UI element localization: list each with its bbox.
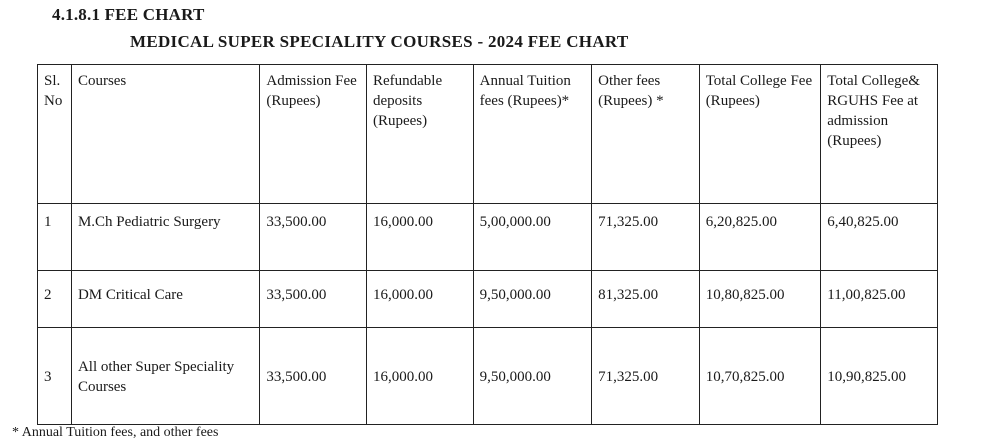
- header-row: [38, 65, 938, 204]
- cell-tuition: 9,50,000.00: [473, 271, 592, 328]
- cell-tuition: 5,00,000.00: [473, 204, 592, 271]
- section-heading: 4.1.8.1 FEE CHART: [52, 5, 205, 24]
- cell-total-rguhs: 11,00,825.00: [821, 271, 938, 328]
- table-row: [38, 271, 938, 328]
- chart-title: MEDICAL SUPER SPECIALITY COURSES - 2024 FEE CHART: [130, 32, 629, 51]
- table-row: [38, 204, 938, 271]
- cell-tuition: 9,50,000.00: [473, 328, 592, 425]
- cell-total-college: 6,20,825.00: [699, 204, 821, 271]
- header-sl-no: Sl. No: [38, 65, 72, 204]
- cell-admission: 33,500.00: [260, 328, 367, 425]
- table-row: [38, 328, 938, 425]
- cell-sl: 3: [38, 328, 72, 425]
- footnote: * Annual Tuition fees, and other fees: [12, 425, 219, 440]
- cell-total-rguhs: 10,90,825.00: [821, 328, 938, 425]
- fee-table: [37, 64, 938, 425]
- cell-course: All other Super Speciality Courses: [71, 328, 259, 425]
- cell-other: 71,325.00: [592, 204, 700, 271]
- cell-other: 71,325.00: [592, 328, 700, 425]
- cell-sl: 1: [38, 204, 72, 271]
- header-admission-fee: Admission Fee (Rupees): [260, 65, 367, 204]
- cell-total-college: 10,70,825.00: [699, 328, 821, 425]
- header-other-fees: Other fees (Rupees) *: [592, 65, 700, 204]
- header-total-college-fee: Total College Fee (Rupees): [699, 65, 821, 204]
- cell-total-rguhs: 6,40,825.00: [821, 204, 938, 271]
- cell-other: 81,325.00: [592, 271, 700, 328]
- table-body: [38, 204, 938, 425]
- header-courses: Courses: [71, 65, 259, 204]
- header-annual-tuition: Annual Tuition fees (Rupees)*: [473, 65, 592, 204]
- cell-refundable: 16,000.00: [366, 328, 473, 425]
- cell-refundable: 16,000.00: [366, 271, 473, 328]
- cell-total-college: 10,80,825.00: [699, 271, 821, 328]
- table-header: [38, 65, 938, 204]
- cell-course: M.Ch Pediatric Surgery: [71, 204, 259, 271]
- cell-admission: 33,500.00: [260, 204, 367, 271]
- cell-admission: 33,500.00: [260, 271, 367, 328]
- cell-course: DM Critical Care: [71, 271, 259, 328]
- header-total-college-rguhs: Total College& RGUHS Fee at admission (Rupees): [821, 65, 938, 204]
- cell-refundable: 16,000.00: [366, 204, 473, 271]
- cell-sl: 2: [38, 271, 72, 328]
- header-refundable-deposits: Refundable deposits (Rupees): [366, 65, 473, 204]
